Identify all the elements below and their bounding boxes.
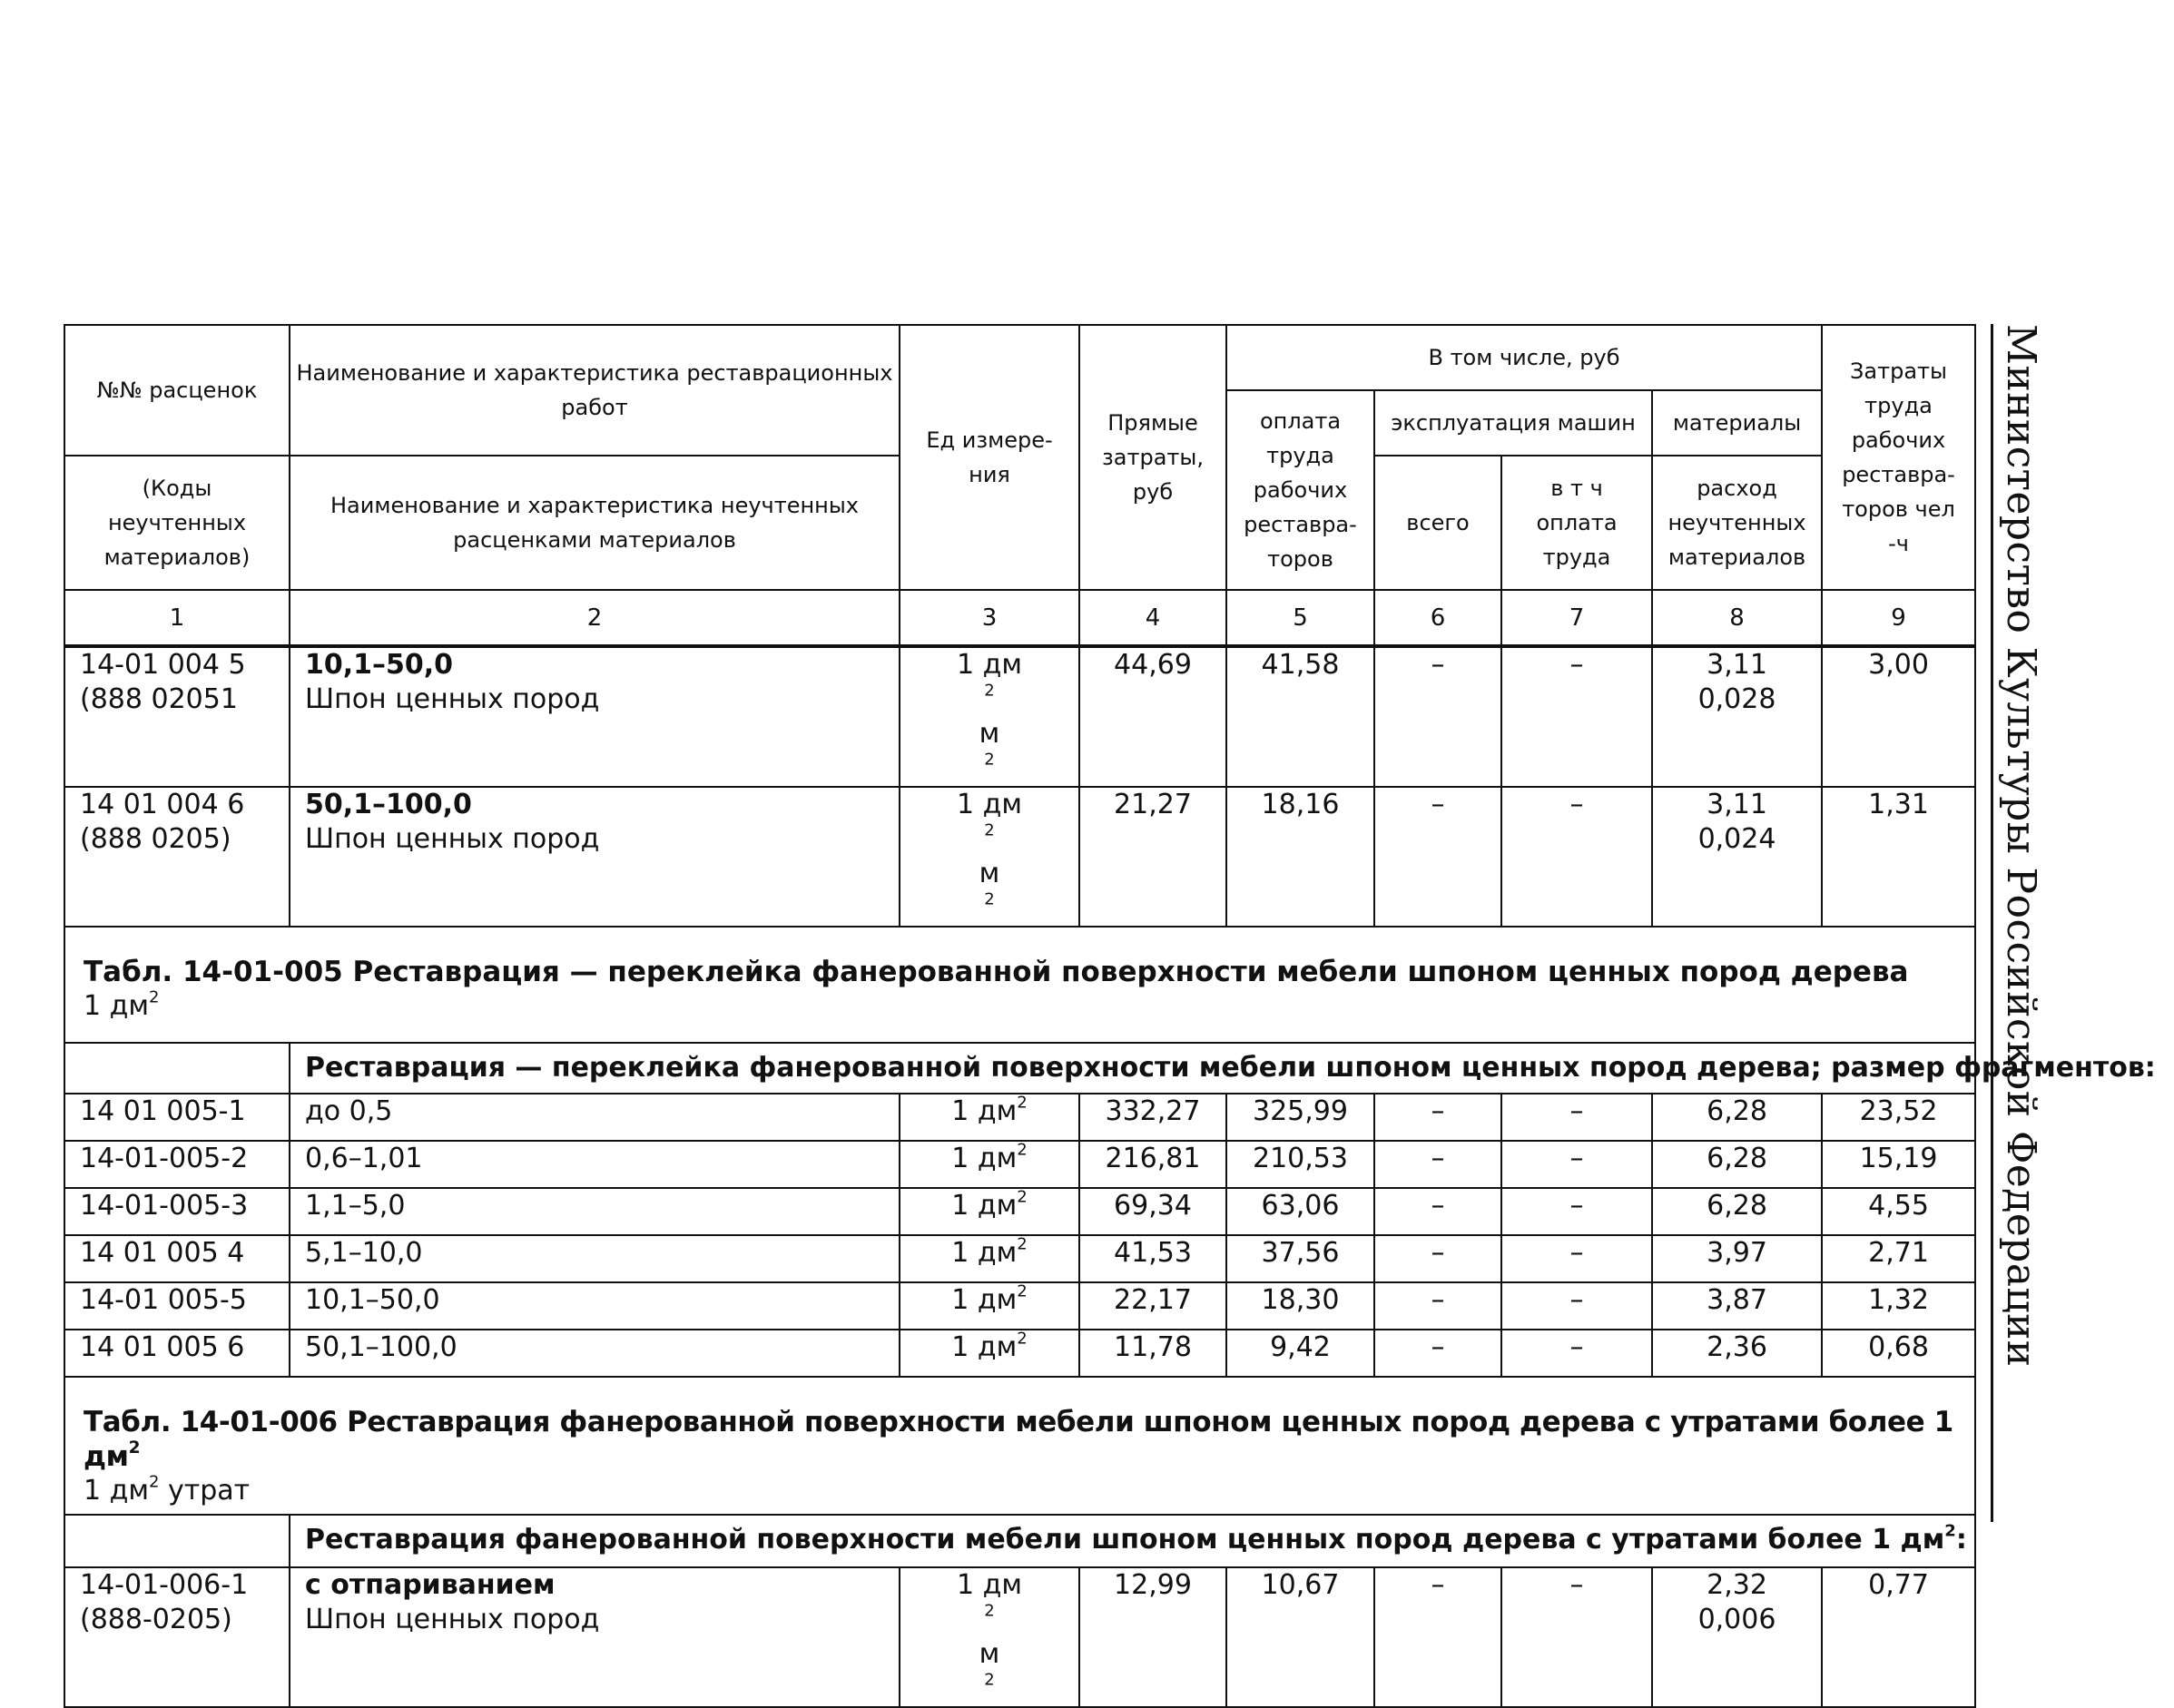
header-unit: Ед измере-ния xyxy=(900,325,1079,590)
publisher-sidebar-label: Министерство Культуры Российской Федерации xyxy=(1998,324,2044,1368)
rate-code: 14 01 005-1 xyxy=(64,1094,290,1141)
labor-hours: 0,77 xyxy=(1822,1567,1975,1707)
machines-total: – xyxy=(1374,1141,1501,1188)
worker-pay: 9,42 xyxy=(1226,1330,1374,1377)
rate-code: 14-01 005-5 xyxy=(64,1282,290,1330)
header-worker-pay: оплата труда рабочих реставра-торов xyxy=(1226,390,1374,590)
unit-exponent: 2 xyxy=(984,820,995,840)
machines-total: – xyxy=(1374,1188,1501,1235)
direct-costs: 21,27 xyxy=(1079,787,1226,927)
section-title: Табл. 14-01-006 Реставрация фанерованной поверхности мебели шпоном ценных пород дерева с утратами более 1 $дм^2$ xyxy=(84,1406,1953,1473)
material-unit-exponent: 2 xyxy=(984,1670,995,1690)
labor-hours: 1,31 xyxy=(1822,787,1975,927)
column-number: 6 xyxy=(1374,590,1501,646)
section-subheader: Реставрация — переклейка фанерованной поверхности мебели шпоном ценных пород дерева; размер фрагментов: xyxy=(290,1043,1975,1094)
unit: 1 дм xyxy=(957,789,1022,820)
material-unit-exponent: 2 xyxy=(984,750,995,770)
work-name-cell xyxy=(290,646,900,787)
material-name: Шпон ценных пород xyxy=(305,1604,600,1635)
column-number: 7 xyxy=(1501,590,1652,646)
direct-costs: 12,99 xyxy=(1079,1567,1226,1707)
machines-labor: – xyxy=(1501,646,1652,787)
machines-labor: – xyxy=(1501,1235,1652,1282)
material-code: (888 0205) xyxy=(80,823,231,855)
header-material-codes: (Коды неучтенных материалов) xyxy=(64,456,290,590)
materials-cost: 6,28 xyxy=(1652,1094,1822,1141)
column-numbers-row xyxy=(64,590,1975,646)
table-row xyxy=(64,1282,1975,1330)
rate-code: 14 01 005 6 xyxy=(64,1330,290,1377)
subheader-row xyxy=(64,1043,1975,1094)
work-name: 10,1–50,0 xyxy=(290,1282,900,1330)
work-name: 50,1–100,0 xyxy=(305,789,472,820)
unit-cell xyxy=(900,787,1079,927)
materials-cost: 3,97 xyxy=(1652,1235,1822,1282)
labor-hours: 2,71 xyxy=(1822,1235,1975,1282)
materials-cost: 2,32 xyxy=(1707,1569,1767,1601)
worker-pay: 18,30 xyxy=(1226,1282,1374,1330)
table-row xyxy=(64,1094,1975,1141)
header-labor-hours: Затраты труда рабочих реставра-торов чел -ч xyxy=(1822,325,1975,590)
machines-total: – xyxy=(1374,1282,1501,1330)
section-unit: 1 $дм^2$ утрат xyxy=(84,1472,251,1507)
materials-cell xyxy=(1652,787,1822,927)
machines-total: – xyxy=(1374,1330,1501,1377)
material-name: Шпон ценных пород xyxy=(305,823,600,855)
machines-total: – xyxy=(1374,787,1501,927)
table-row xyxy=(64,787,1975,927)
worker-pay: 210,53 xyxy=(1226,1141,1374,1188)
unit-exponent: 2 xyxy=(984,681,995,701)
unit-cell xyxy=(900,646,1079,787)
labor-hours: 15,19 xyxy=(1822,1141,1975,1188)
direct-costs: 44,69 xyxy=(1079,646,1226,787)
header-direct-costs: Прямые затраты, руб xyxy=(1079,325,1226,590)
materials-cost: 6,28 xyxy=(1652,1141,1822,1188)
work-name-cell xyxy=(290,1567,900,1707)
rate-code: 14 01 004 6 xyxy=(80,789,245,820)
unit-cell: 1 $дм^2$ xyxy=(900,1282,1079,1330)
unit-cell: 1 $дм^2$ xyxy=(900,1235,1079,1282)
column-number: 8 xyxy=(1652,590,1822,646)
machines-labor: – xyxy=(1501,1567,1652,1707)
rate-code: 14-01 004 5 xyxy=(80,649,246,681)
machines-labor: – xyxy=(1501,1330,1652,1377)
section-heading-005 xyxy=(64,927,1975,1043)
worker-pay: 325,99 xyxy=(1226,1094,1374,1141)
header-machines-total: всего xyxy=(1374,456,1501,590)
rate-code: 14-01-005-2 xyxy=(64,1141,290,1188)
worker-pay: 10,67 xyxy=(1226,1567,1374,1707)
direct-costs: 69,34 xyxy=(1079,1188,1226,1235)
column-number: 3 xyxy=(900,590,1079,646)
material-quantity: 0,028 xyxy=(1697,683,1776,715)
unit: 1 дм xyxy=(957,649,1022,681)
section-title: Табл. 14-01-005 Реставрация — переклейка фанерованной поверхности мебели шпоном ценных пород дерева xyxy=(84,956,1909,988)
header-machines-labor: в т ч оплата труда xyxy=(1501,456,1652,590)
subheader-empty-cell xyxy=(64,1515,290,1567)
subheader-row xyxy=(64,1515,1975,1567)
unit-cell: 1 $дм^2$ xyxy=(900,1330,1079,1377)
unit-cell: 1 $дм^2$ xyxy=(900,1188,1079,1235)
machines-labor: – xyxy=(1501,1282,1652,1330)
rate-code: 14-01-006-1 xyxy=(80,1569,249,1601)
table-row xyxy=(64,1235,1975,1282)
section-heading-006 xyxy=(64,1377,1975,1515)
work-name-cell xyxy=(290,787,900,927)
rate-code-cell xyxy=(64,646,290,787)
subheader-empty-cell xyxy=(64,1043,290,1094)
table-row xyxy=(64,646,1975,787)
material-unit: м xyxy=(979,858,1000,889)
work-name: 1,1–5,0 xyxy=(290,1188,900,1235)
materials-cost: 2,36 xyxy=(1652,1330,1822,1377)
unit-cell xyxy=(900,1567,1079,1707)
material-code: (888 02051 xyxy=(80,683,238,715)
labor-hours: 4,55 xyxy=(1822,1188,1975,1235)
section-unit: 1 $дм^2$ xyxy=(84,987,160,1022)
materials-cost: 3,11 xyxy=(1707,789,1767,820)
worker-pay: 41,58 xyxy=(1226,646,1374,787)
table-row xyxy=(64,1567,1975,1707)
labor-hours: 3,00 xyxy=(1822,646,1975,787)
section-row xyxy=(64,927,1975,1043)
rate-code-cell xyxy=(64,787,290,927)
machines-total: – xyxy=(1374,646,1501,787)
materials-cost: 3,11 xyxy=(1707,649,1767,681)
labor-hours: 1,32 xyxy=(1822,1282,1975,1330)
machines-total: – xyxy=(1374,1094,1501,1141)
unit-cell: 1 $дм^2$ xyxy=(900,1094,1079,1141)
material-quantity: 0,024 xyxy=(1697,823,1776,855)
labor-hours: 0,68 xyxy=(1822,1330,1975,1377)
direct-costs: 41,53 xyxy=(1079,1235,1226,1282)
section-subheader: Реставрация фанерованной поверхности мебели шпоном ценных пород дерева с утратами более 1 $дм^2$: xyxy=(290,1515,1975,1567)
column-number: 1 xyxy=(64,590,290,646)
material-unit: м xyxy=(979,718,1000,750)
table-row xyxy=(64,1188,1975,1235)
work-name: с отпариванием xyxy=(305,1569,556,1601)
header-material-names: Наименование и характеристика неучтенных расценками материалов xyxy=(290,456,900,590)
direct-costs: 11,78 xyxy=(1079,1330,1226,1377)
column-number: 5 xyxy=(1226,590,1374,646)
work-name: 10,1–50,0 xyxy=(305,649,454,681)
table-row xyxy=(64,1141,1975,1188)
worker-pay: 37,56 xyxy=(1226,1235,1374,1282)
unit-cell: 1 $дм^2$ xyxy=(900,1141,1079,1188)
materials-cost: 6,28 xyxy=(1652,1188,1822,1235)
work-name: 0,6–1,01 xyxy=(290,1141,900,1188)
worker-pay: 18,16 xyxy=(1226,787,1374,927)
rate-code: 14-01-005-3 xyxy=(64,1188,290,1235)
machines-total: – xyxy=(1374,1567,1501,1707)
column-number: 9 xyxy=(1822,590,1975,646)
rate-code: 14 01 005 4 xyxy=(64,1235,290,1282)
machines-labor: – xyxy=(1501,787,1652,927)
header-rate-number: №№ расценок xyxy=(64,325,290,456)
material-code: (888-0205) xyxy=(80,1604,232,1635)
material-unit-exponent: 2 xyxy=(984,889,995,909)
materials-cell xyxy=(1652,646,1822,787)
work-name: до 0,5 xyxy=(290,1094,900,1141)
material-quantity: 0,006 xyxy=(1697,1604,1776,1635)
header-machines: эксплуатация машин xyxy=(1374,390,1652,456)
header-including-group: В том числе, руб xyxy=(1226,325,1822,390)
materials-cost: 3,87 xyxy=(1652,1282,1822,1330)
section-row xyxy=(64,1377,1975,1515)
direct-costs: 216,81 xyxy=(1079,1141,1226,1188)
labor-hours: 23,52 xyxy=(1822,1094,1975,1141)
machines-labor: – xyxy=(1501,1188,1652,1235)
material-name: Шпон ценных пород xyxy=(305,683,600,715)
rate-code-cell xyxy=(64,1567,290,1707)
header-row-1 xyxy=(64,325,1975,390)
direct-costs: 332,27 xyxy=(1079,1094,1226,1141)
unit: 1 дм xyxy=(957,1569,1022,1601)
material-unit: м xyxy=(979,1638,1000,1670)
header-materials: материалы xyxy=(1652,390,1822,456)
work-name: 50,1–100,0 xyxy=(290,1330,900,1377)
work-name: 5,1–10,0 xyxy=(290,1235,900,1282)
header-work-name: Наименование и характеристика реставрационных работ xyxy=(290,325,900,456)
machines-labor: – xyxy=(1501,1094,1652,1141)
header-material-consumption: расход неучтенных материалов xyxy=(1652,456,1822,590)
materials-cell xyxy=(1652,1567,1822,1707)
machines-total: – xyxy=(1374,1235,1501,1282)
worker-pay: 63,06 xyxy=(1226,1188,1374,1235)
column-number: 2 xyxy=(290,590,900,646)
table-row xyxy=(64,1330,1975,1377)
column-number: 4 xyxy=(1079,590,1226,646)
unit-exponent: 2 xyxy=(984,1601,995,1621)
direct-costs: 22,17 xyxy=(1079,1282,1226,1330)
machines-labor: – xyxy=(1501,1141,1652,1188)
